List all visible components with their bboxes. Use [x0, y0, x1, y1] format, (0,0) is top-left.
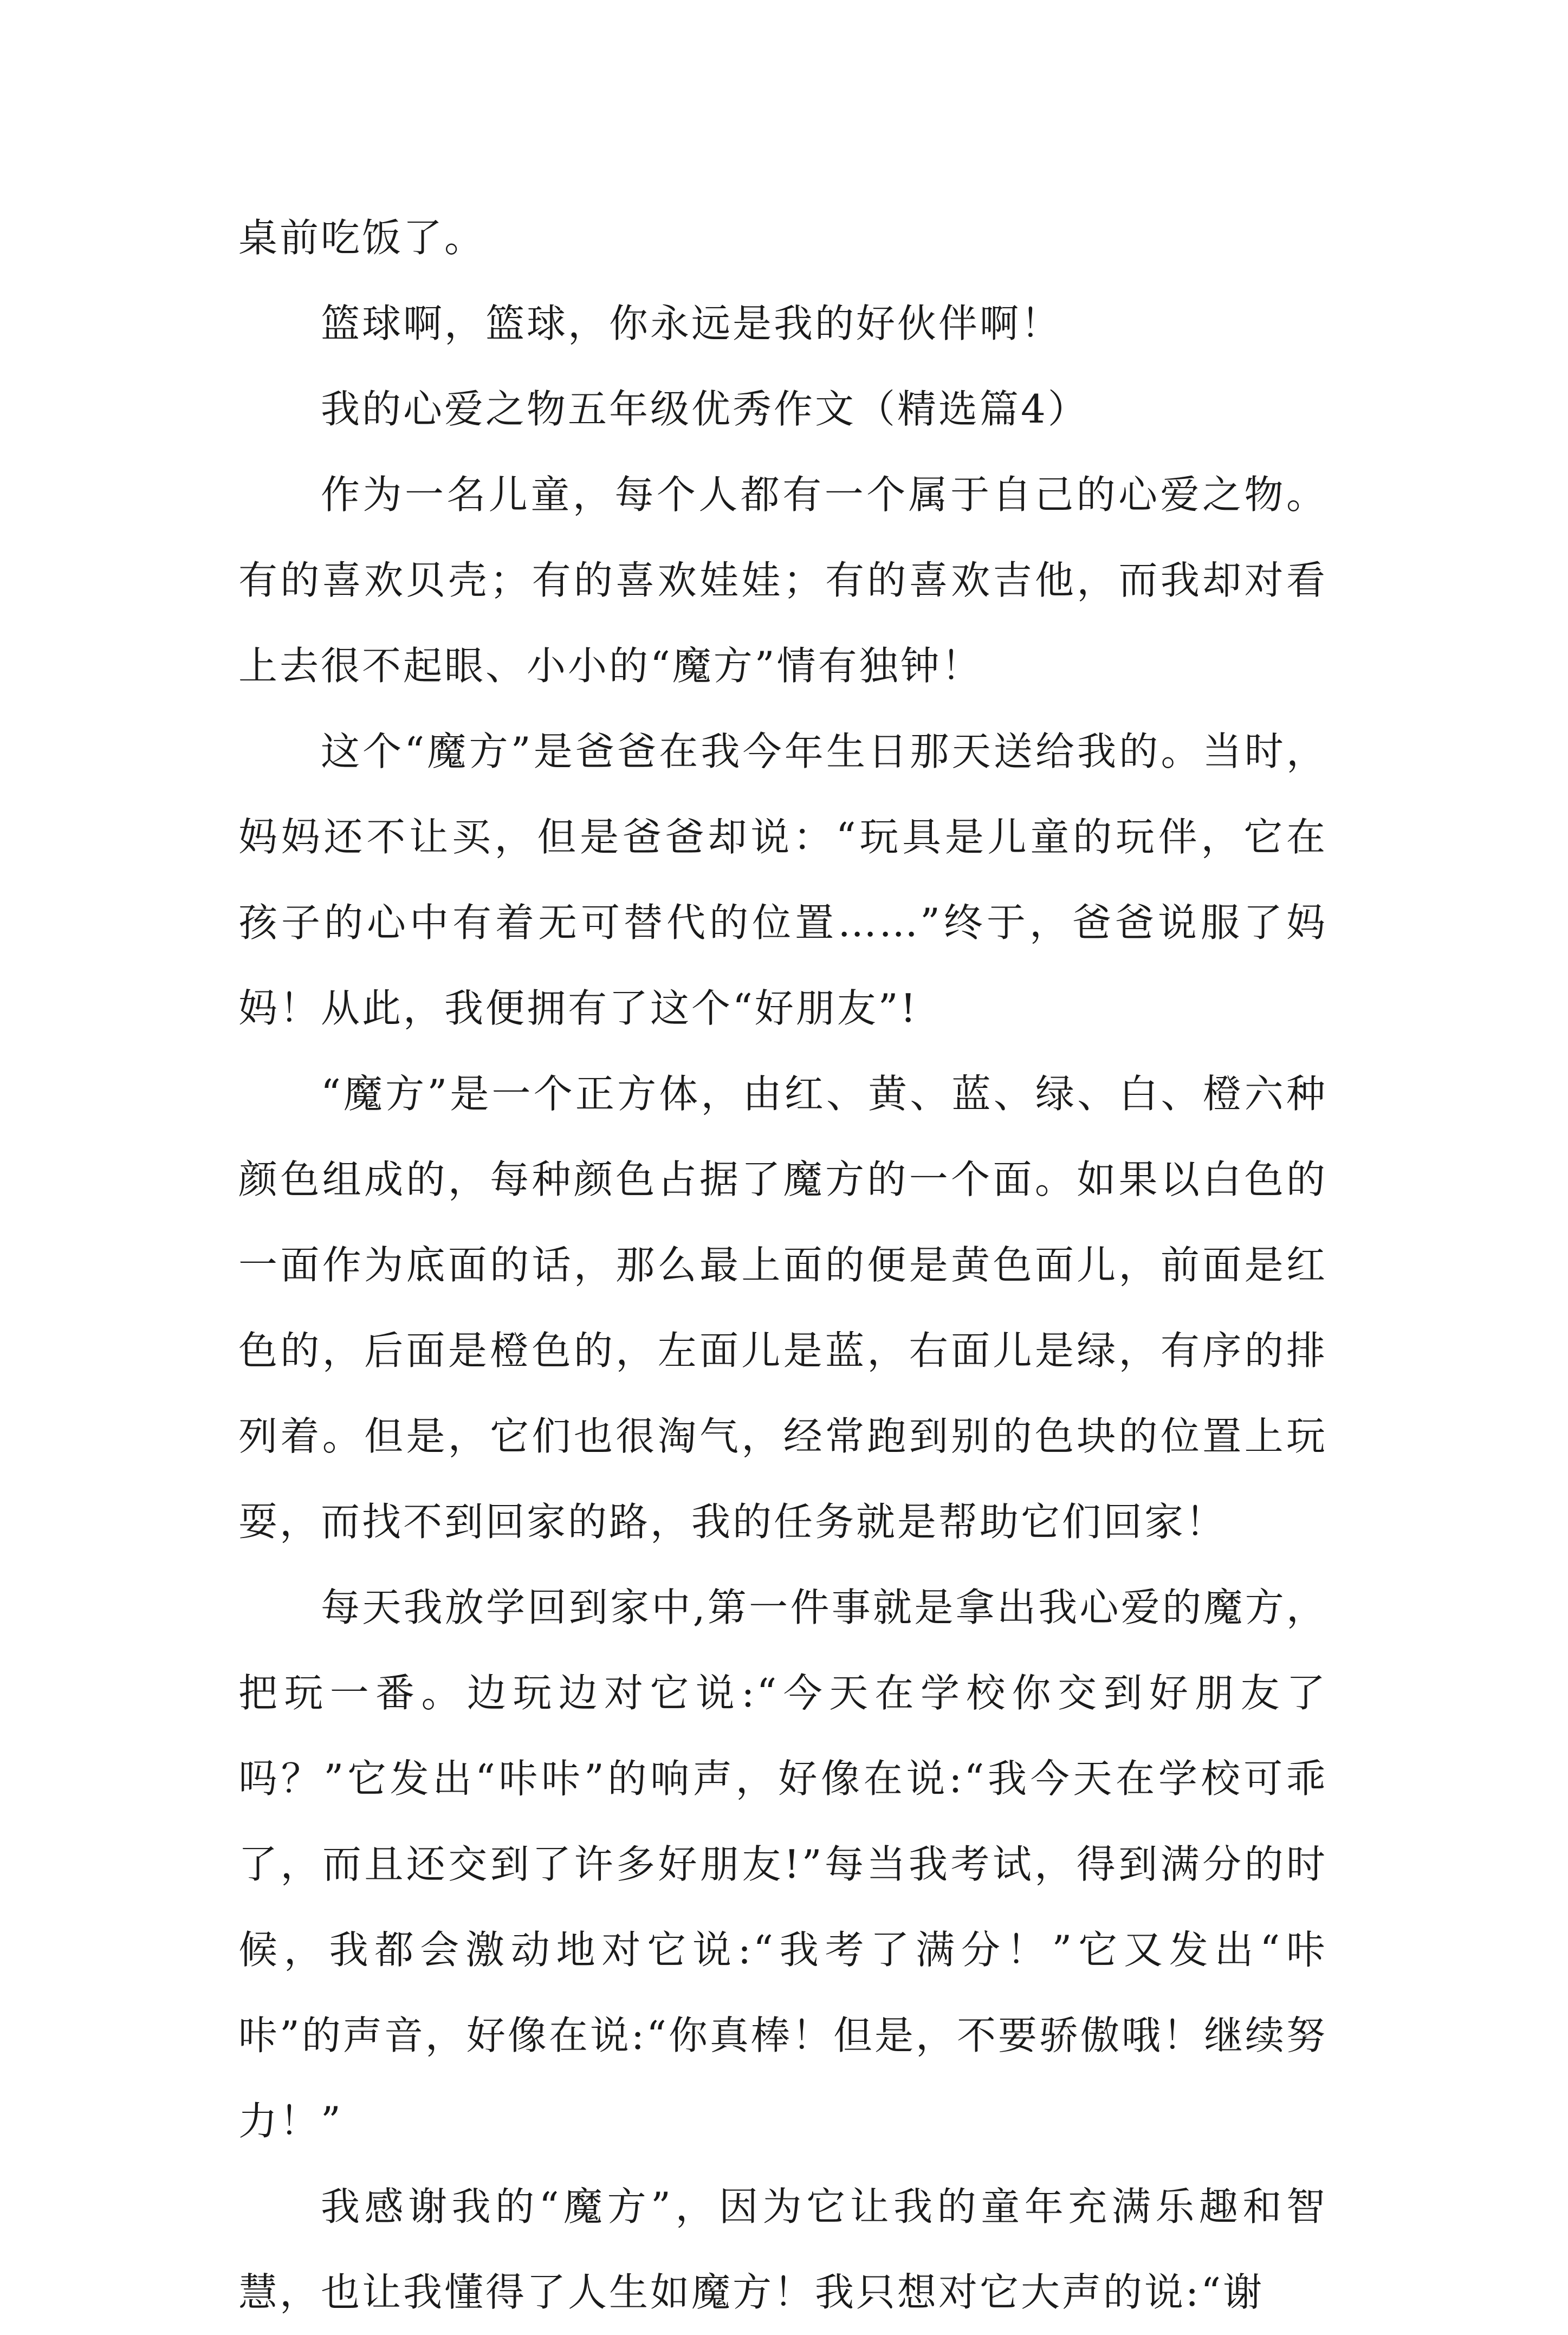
paragraph-thanks: 我感谢我的“魔方”，因为它让我的童年充满乐趣和智慧，也让我懂得了人生如魔方！我只想对它大声的说:“谢 — [238, 2184, 1327, 2315]
paragraph-description: “魔方”是一个正方体，由红、黄、蓝、绿、白、橙六种颜色组成的，每种颜色占据了魔方的一个面。如果以白色的一面作为底面的话，那么最上面的便是黄色面儿，前面是红色的，后面是橙色的，左面儿是蓝，右面儿是绿，有序的排列着。但是，它们也很淘气，经常跑到别的色块的位置上玩耍，而找不到回家的路，我的任务就是帮助它们回家！ — [238, 1071, 1327, 1545]
paragraph-daily-play: 每天我放学回到家中,第一件事就是拿出我心爱的魔方，把玩一番。边玩边对它说:“今天在学校你交到好朋友了吗？”它发出“咔咔”的响声，好像在说:“我今天在学校可乖了，而且还交到了许多好朋友!”每当我考试，得到满分的时候，我都会激动地对它说:“我考了满分！”它又发出“咔咔”的声音，好像在说:“你真棒！但是，不要骄傲哦！继续努力！” — [238, 1585, 1327, 2144]
essay-title: 我的心爱之物五年级优秀作文（精选篇4） — [321, 386, 1089, 432]
paragraph-intro: 作为一名儿童，每个人都有一个属于自己的心爱之物。有的喜欢贝壳；有的喜欢娃娃；有的喜欢吉他，而我却对看上去很不起眼、小小的“魔方”情有独钟！ — [238, 472, 1327, 689]
paragraph-gift: 这个“魔方”是爸爸在我今年生日那天送给我的。当时，妈妈还不让买，但是爸爸却说：“玩具是儿童的玩伴，它在孩子的心中有着无可替代的位置……”终于，爸爸说服了妈妈！从此，我便拥有了这个“好朋友”! — [238, 729, 1327, 1031]
paragraph-continuation: 桌前吃饭了。 — [238, 215, 486, 261]
paragraph-closing-line: 篮球啊，篮球，你永远是我的好伙伴啊！ — [321, 301, 1062, 346]
essay-body — [238, 195, 1327, 2335]
